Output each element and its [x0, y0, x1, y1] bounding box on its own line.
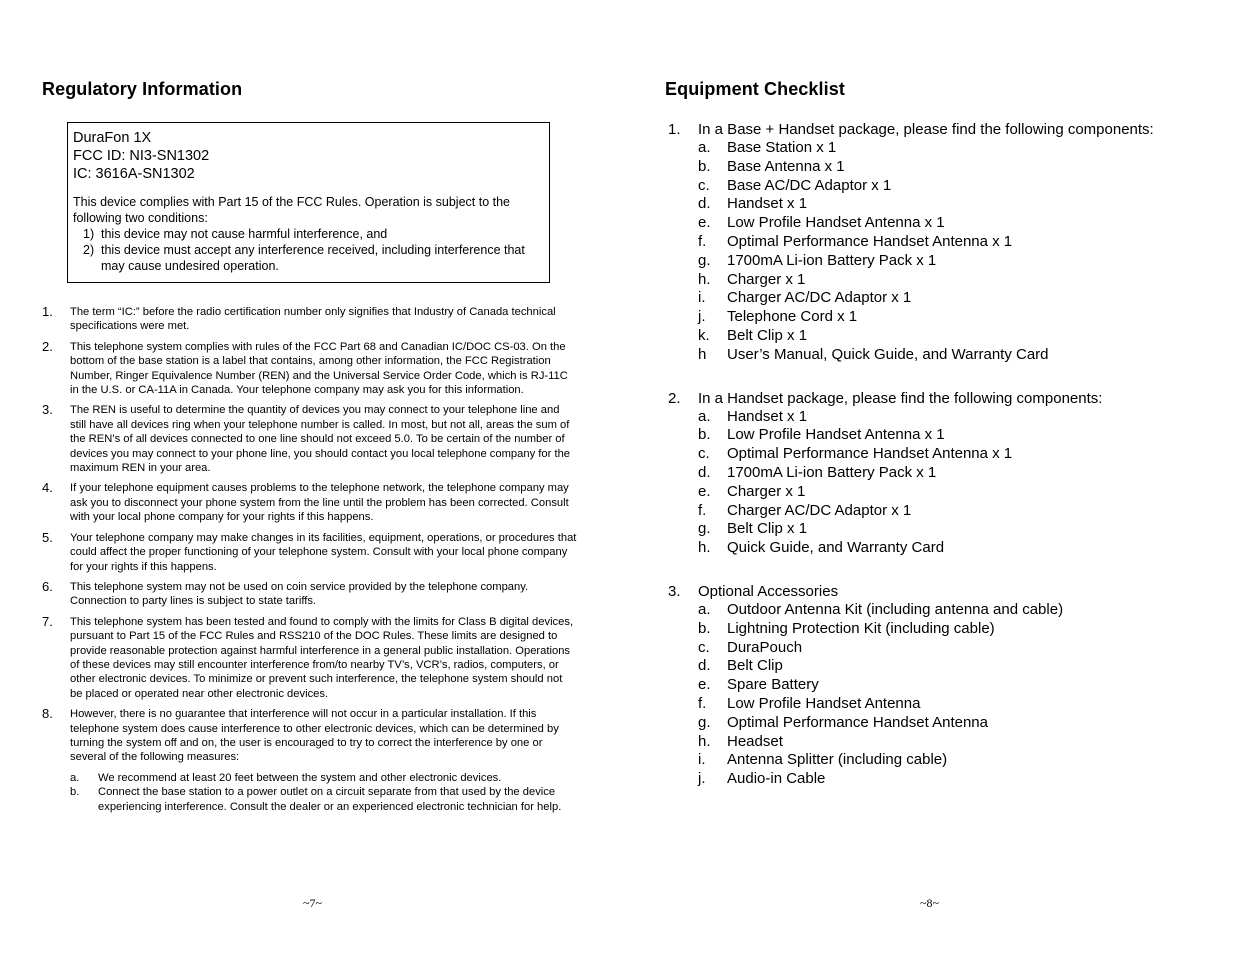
item-letter: c.	[698, 176, 710, 194]
item-letter: k.	[698, 326, 710, 344]
item-letter: h	[698, 345, 707, 363]
checklist-item	[668, 483, 1228, 502]
item-letter: g.	[698, 713, 711, 731]
item-text: 1700mA Li-ion Battery Pack x 1	[727, 251, 937, 269]
checklist-item	[668, 714, 1228, 733]
item-text: Handset x 1	[727, 195, 808, 213]
ic-number: IC: 3616A-SN1302	[73, 166, 195, 182]
checklist-item	[668, 195, 1228, 214]
item-letter: j.	[698, 770, 706, 788]
item-letter: i.	[698, 751, 706, 769]
item-text: Lightning Protection Kit (including cable)	[727, 619, 995, 637]
subnote-letter: a.	[70, 771, 80, 784]
condition-item	[73, 226, 544, 242]
item-text: Outdoor Antenna Kit (including antenna and cable)	[727, 600, 1064, 618]
note-text: This telephone system may not be used on coin service provided by the telephone company. Connection to party lines is subject to state tariffs.	[70, 580, 529, 608]
checklist-group-handset	[668, 389, 1228, 558]
checklist-item	[668, 426, 1228, 445]
note-number: 7.	[42, 613, 53, 629]
note-text: This telephone system complies with rules of the FCC Part 68 and Canadian IC/DOC CS-03. On the bottom of the base station is a label that contains, among other information, the FCC Registration Number, Ringer Equivalence Number (REN) and the Universal Service Order Code, which is RJ-11C in the U.S. or CA-11A in Canada. Your telephone company may ask you for this information.	[70, 340, 568, 397]
checklist-item	[668, 464, 1228, 483]
checklist-item	[668, 620, 1228, 639]
note-text: The REN is useful to determine the quantity of devices you may connect to your telephone line and still have all devices ring when your telephone number is called. In most, but not all, areas the sum of the REN’s of all devices connected to one line should not exceed 5.0. To be certain of the number of devices you may connect to your phone line, you should contact you local telephone company for the maximum REN in your area.	[70, 404, 571, 475]
condition-text: this device must accept any interference received, including interference that may cause undesired operation.	[101, 243, 525, 273]
page-title: Equipment Checklist	[665, 79, 845, 99]
note-number: 8.	[42, 706, 53, 722]
checklist-item	[668, 695, 1228, 714]
item-text: Optimal Performance Handset Antenna x 1	[727, 232, 1013, 250]
note-number: 3.	[42, 402, 53, 418]
item-letter: f.	[698, 501, 707, 519]
item-letter: d.	[698, 657, 711, 675]
item-letter: b.	[698, 619, 711, 637]
condition-number: 1)	[83, 227, 95, 241]
group-heading	[668, 120, 1228, 139]
item-letter: b.	[698, 157, 711, 175]
note-item	[42, 481, 577, 524]
subnote-item	[42, 771, 577, 785]
condition-number: 2)	[83, 243, 95, 257]
item-text: Charger x 1	[727, 270, 806, 288]
item-text: Low Profile Handset Antenna	[727, 694, 921, 712]
item-letter: c.	[698, 445, 710, 463]
item-text: Low Profile Handset Antenna x 1	[727, 426, 945, 444]
checklist-group-base-handset	[668, 120, 1228, 365]
checklist-item	[668, 308, 1228, 327]
item-letter: d.	[698, 195, 711, 213]
item-text: Low Profile Handset Antenna x 1	[727, 214, 945, 232]
group-number: 1.	[668, 121, 681, 138]
fcc-id: FCC ID: NI3-SN1302	[73, 148, 210, 164]
condition-item	[73, 242, 544, 274]
checklist-item	[668, 252, 1228, 271]
item-text: Base Antenna x 1	[727, 157, 845, 175]
item-text: Telephone Cord x 1	[727, 308, 858, 326]
device-identification	[73, 129, 544, 183]
checklist-item	[668, 346, 1228, 365]
item-text: DuraPouch	[727, 638, 803, 656]
item-text: Belt Clip x 1	[727, 326, 808, 344]
group-number: 2.	[668, 389, 681, 407]
note-text: This telephone system has been tested and found to comply with the limits for Class B digital devices, pursuant to Part 15 of the FCC Rules and RSS210 of the DOC Rules. These limits are designed to provide reasonable protection against harmful interference in a general public installation. Operations of these devices may still encounter interference from/to nearby TV’s, VCR’s, radios, computers, or other electronic devices. To minimize or prevent such interference, the telephone system should not be placed or operated near other electronic devices.	[70, 615, 574, 700]
checklist-item	[668, 751, 1228, 770]
item-text: 1700mA Li-ion Battery Pack x 1	[727, 463, 937, 481]
note-item	[42, 580, 577, 609]
note-item	[42, 707, 577, 765]
left-page	[0, 0, 617, 954]
item-text: Belt Clip	[727, 657, 783, 675]
item-text: Antenna Splitter (including cable)	[727, 751, 948, 769]
model-name: DuraFon 1X	[73, 130, 152, 146]
checklist-item	[668, 676, 1228, 695]
item-text: Belt Clip x 1	[727, 520, 808, 538]
checklist-item	[668, 158, 1228, 177]
group-heading-text: Optional Accessories	[698, 582, 839, 600]
note-number: 1.	[42, 304, 53, 319]
checklist-item	[668, 601, 1228, 620]
item-letter: f.	[698, 694, 707, 712]
fcc-compliance-box	[67, 122, 550, 283]
page-number: ~7~	[303, 896, 322, 910]
group-heading	[668, 389, 1228, 408]
item-letter: h.	[698, 270, 711, 288]
subnote-text: We recommend at least 20 feet between the system and other electronic devices.	[98, 771, 502, 784]
item-letter: e.	[698, 214, 711, 232]
checklist-item	[668, 271, 1228, 290]
checklist-item	[668, 539, 1228, 558]
checklist-item	[668, 408, 1228, 427]
note-number: 4.	[42, 480, 53, 496]
checklist-item	[668, 445, 1228, 464]
item-letter: e.	[698, 676, 711, 694]
group-number: 3.	[668, 582, 681, 600]
item-text: Spare Battery	[727, 676, 819, 694]
note-item	[42, 531, 577, 574]
note-number: 2.	[42, 338, 53, 354]
note-item	[42, 403, 577, 475]
checklist-item	[668, 177, 1228, 196]
checklist-item	[668, 139, 1228, 158]
right-page	[617, 0, 1235, 954]
equipment-checklist	[668, 120, 1228, 813]
item-text: Audio-in Cable	[727, 770, 826, 788]
checklist-item	[668, 502, 1228, 521]
item-text: Quick Guide, and Warranty Card	[727, 539, 945, 557]
note-text: The term “IC:” before the radio certification number only signifies that Industry of Canada technical specifications were met.	[70, 306, 556, 333]
subnote-text: Connect the base station to a power outlet on a circuit separate from that used by the device experiencing interference. Consult the dealer or an experienced electronic technician for help.	[98, 786, 562, 813]
note-item	[42, 615, 577, 701]
checklist-item	[668, 520, 1228, 539]
group-heading	[668, 582, 1228, 601]
subnote-item	[42, 785, 577, 814]
item-letter: e.	[698, 482, 711, 500]
item-letter: c.	[698, 638, 710, 656]
subnote-letter: b.	[70, 786, 80, 799]
page-number: ~8~	[920, 896, 939, 910]
item-text: Handset x 1	[727, 407, 808, 425]
item-letter: h.	[698, 539, 711, 557]
item-text: Headset	[727, 732, 783, 750]
item-letter: g.	[698, 520, 711, 538]
group-heading-text: In a Handset package, please find the following components:	[698, 389, 1103, 407]
item-letter: a.	[698, 407, 711, 425]
item-text: Optimal Performance Handset Antenna	[727, 713, 988, 731]
item-letter: b.	[698, 426, 711, 444]
checklist-group-accessories	[668, 582, 1228, 789]
checklist-item	[668, 289, 1228, 308]
item-letter: i.	[698, 289, 706, 307]
checklist-item	[668, 733, 1228, 752]
compliance-statement: This device complies with Part 15 of the FCC Rules. Operation is subject to the following two conditions:	[73, 195, 510, 225]
checklist-item	[668, 639, 1228, 658]
checklist-item	[668, 214, 1228, 233]
item-text: Charger x 1	[727, 482, 806, 500]
regulatory-notes-list	[42, 305, 577, 814]
item-text: Optimal Performance Handset Antenna x 1	[727, 445, 1013, 463]
note-number: 5.	[42, 529, 53, 545]
item-letter: j.	[698, 308, 706, 326]
item-letter: a.	[698, 139, 711, 156]
note-number: 6.	[42, 578, 53, 594]
note-text: However, there is no guarantee that interference will not occur in a particular installation. If this telephone system does cause interference to other electronic devices, which can be determined by turning the system off and on, the user is encouraged to try to correct the interference by one or several of the following measures:	[70, 708, 559, 764]
condition-text: this device may not cause harmful interference, and	[101, 227, 388, 241]
interference-measures-list	[42, 771, 577, 814]
item-letter: a.	[698, 600, 711, 618]
item-text: Base Station x 1	[727, 139, 837, 156]
item-letter: f.	[698, 232, 707, 250]
note-text: If your telephone equipment causes problems to the telephone network, the telephone company may ask you to disconnect your phone system from the line until the problem has been corrected. Consult with your local phone company for your rights if this happens.	[70, 482, 569, 524]
note-item	[42, 305, 577, 334]
item-letter: d.	[698, 463, 711, 481]
item-text: Base AC/DC Adaptor x 1	[727, 176, 892, 194]
item-text: Charger AC/DC Adaptor x 1	[727, 289, 912, 307]
group-heading-text: In a Base + Handset package, please find the following components:	[698, 121, 1154, 138]
note-item	[42, 340, 577, 398]
checklist-item	[668, 770, 1228, 789]
item-letter: h.	[698, 732, 711, 750]
note-text: Your telephone company may make changes in its facilities, equipment, operations, or procedures that could affect the proper functioning of your telephone system. Consult with your local phone company for your rights if this happens.	[70, 531, 577, 573]
page-title: Regulatory Information	[42, 79, 243, 99]
item-text: User’s Manual, Quick Guide, and Warranty Card	[727, 345, 1049, 363]
item-letter: g.	[698, 251, 711, 269]
checklist-item	[668, 233, 1228, 252]
checklist-item	[668, 327, 1228, 346]
item-text: Charger AC/DC Adaptor x 1	[727, 501, 912, 519]
checklist-item	[668, 657, 1228, 676]
